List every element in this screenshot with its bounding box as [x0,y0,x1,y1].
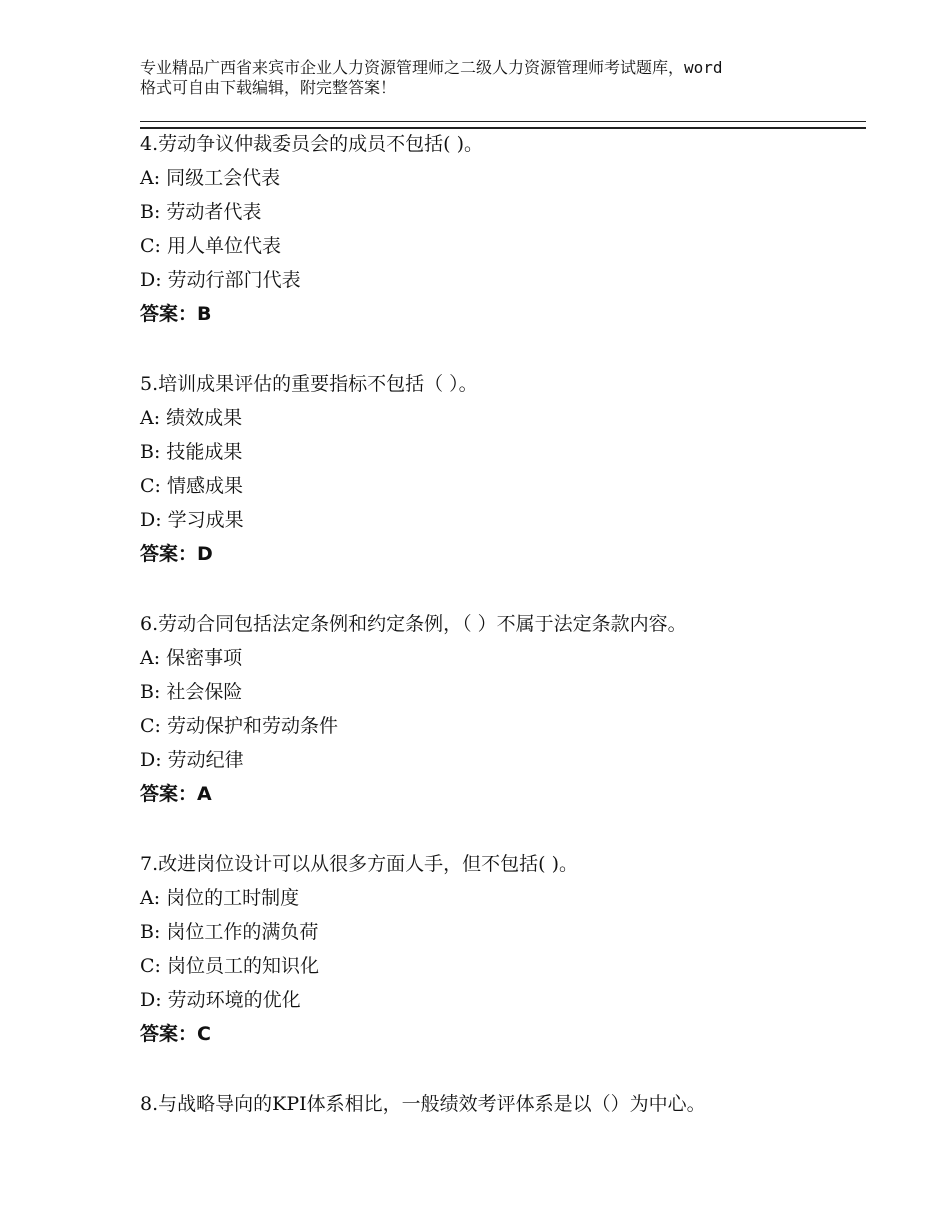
question-stem: 7.改进岗位设计可以从很多方面人手，但不包括( )。 [140,853,578,875]
header-title-line-1: 专业精品广西省来宾市企业人力资源管理师之二级人力资源管理师考试题库，word [140,58,723,77]
option-c: C: 劳动保护和劳动条件 [140,715,338,737]
spacer [140,1051,866,1087]
spacer [140,331,866,367]
option-b: B: 社会保险 [140,681,243,703]
question-4 [140,127,866,331]
option-a: A: 保密事项 [140,647,243,669]
option-d: D: 劳动环境的优化 [140,989,301,1011]
option-b: B: 岗位工作的满负荷 [140,921,319,943]
question-stem: 4.劳动争议仲裁委员会的成员不包括( )。 [140,133,483,155]
option-a: A: 同级工会代表 [140,167,281,189]
option-a: A: 岗位的工时制度 [140,887,300,909]
question-8 [140,1087,866,1121]
question-list [140,127,866,1121]
option-c: C: 情感成果 [140,475,243,497]
question-stem: 8.与战略导向的KPI体系相比，一般绩效考评体系是以（）为中心。 [140,1093,706,1115]
option-a: A: 绩效成果 [140,407,243,429]
option-b: B: 劳动者代表 [140,201,262,223]
answer: 答案：D [140,543,213,565]
option-d: D: 劳动纪律 [140,749,244,771]
question-stem: 6.劳动合同包括法定条例和约定条例，（ ）不属于法定条款内容。 [140,613,687,635]
question-stem: 5.培训成果评估的重要指标不包括（ ）。 [140,373,478,395]
question-7 [140,847,866,1051]
spacer [140,571,866,607]
header-title-line-2: 格式可自由下载编辑，附完整答案！ [140,78,397,97]
question-5 [140,367,866,571]
answer: 答案：B [140,303,212,325]
option-b: B: 技能成果 [140,441,243,463]
question-6 [140,607,866,811]
spacer [140,811,866,847]
option-c: C: 岗位员工的知识化 [140,955,319,977]
document-header [140,58,840,98]
option-d: D: 学习成果 [140,509,244,531]
answer: 答案：A [140,783,212,805]
option-d: D: 劳动行部门代表 [140,269,301,291]
option-c: C: 用人单位代表 [140,235,281,257]
answer: 答案：C [140,1023,211,1045]
